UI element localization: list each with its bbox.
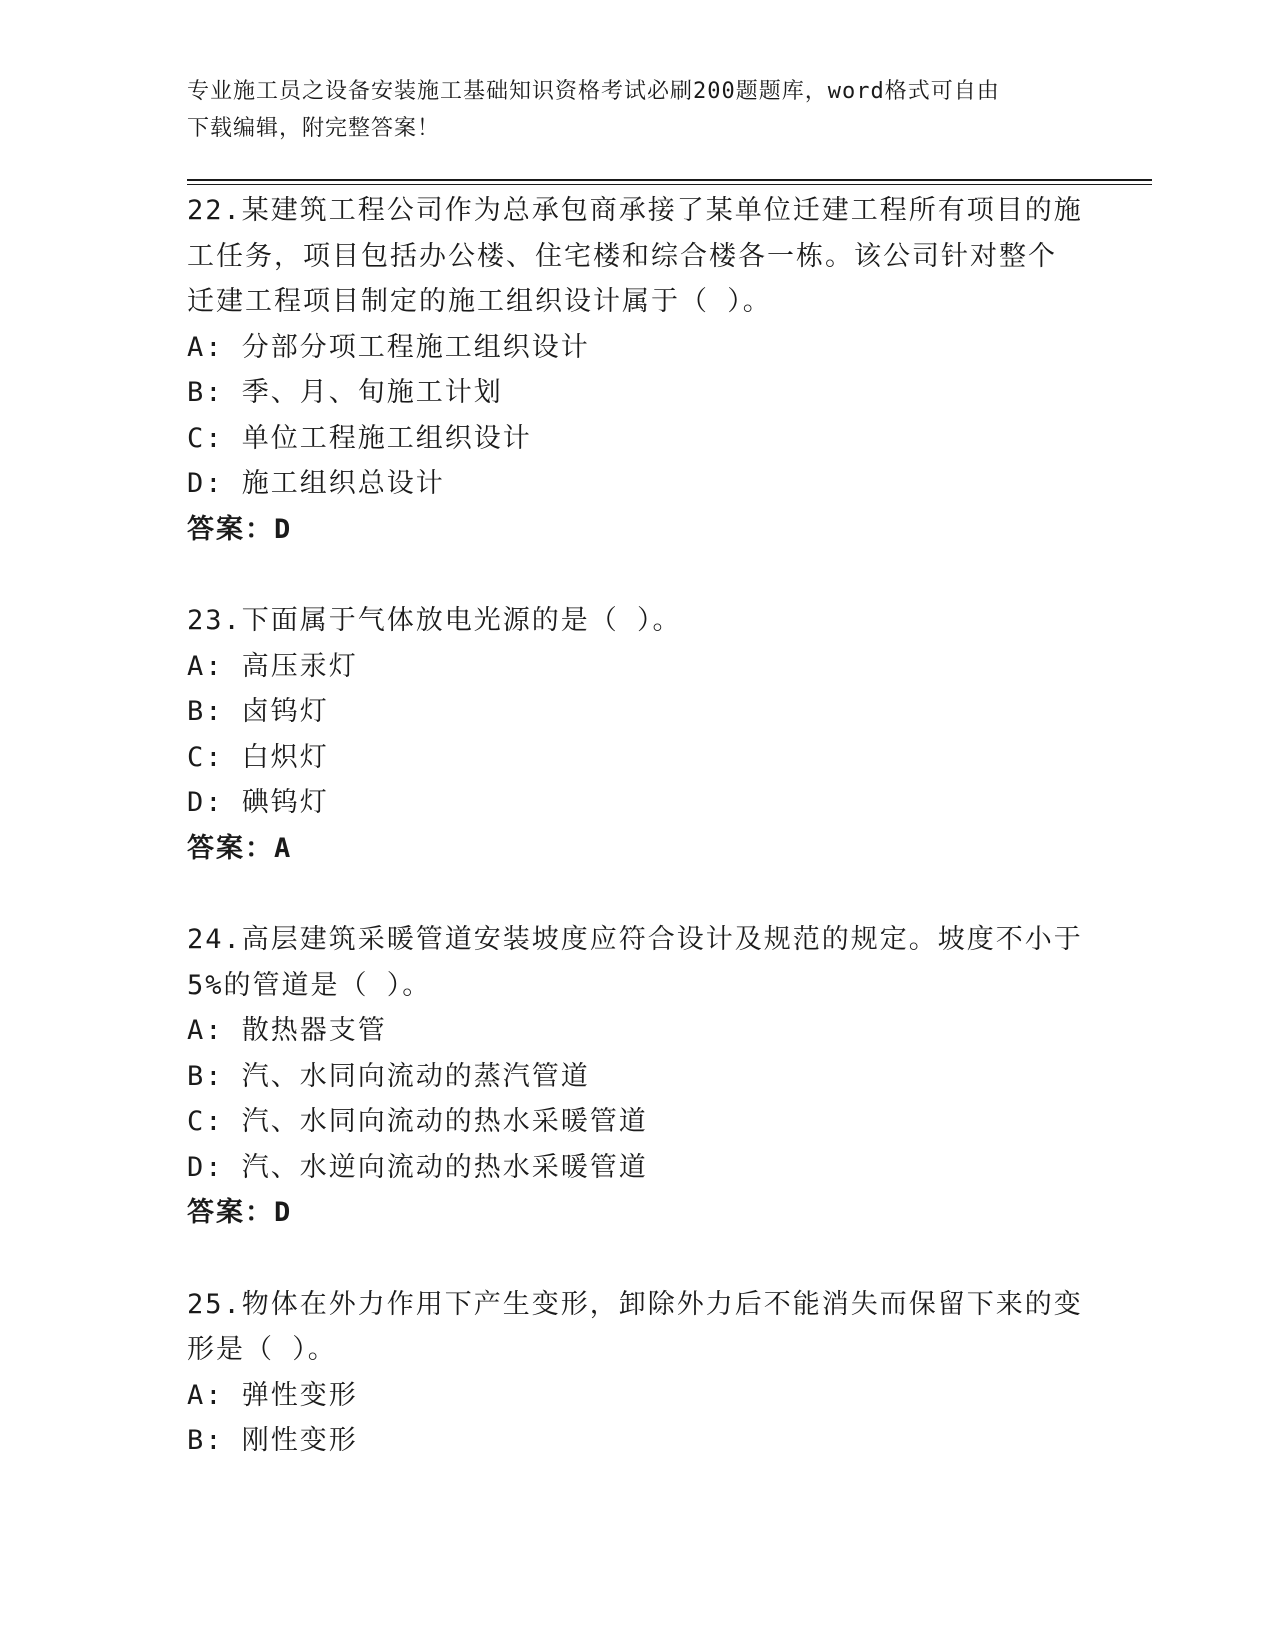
question-23 <box>187 598 1087 871</box>
option-c: C: 单位工程施工组织设计 <box>187 422 532 454</box>
question-stem-line: 23.下面属于气体放电光源的是（ ）。 <box>187 605 682 636</box>
question-stem-line: 5%的管道是（ ）。 <box>187 969 432 1001</box>
question-22 <box>187 188 1087 552</box>
question-list <box>187 188 1087 1464</box>
question-stem-line: 25.物体在外力作用下产生变形，卸除外力后不能消失而保留下来的变 <box>187 1288 1083 1320</box>
question-stem-line: 24.高层建筑采暖管道安装坡度应符合设计及规范的规定。坡度不小于 <box>187 924 1083 955</box>
option-d: D: 碘钨灯 <box>187 787 329 818</box>
question-spacer <box>187 552 1087 598</box>
option-c: C: 汽、水同向流动的热水采暖管道 <box>187 1106 648 1137</box>
option-a: A: 高压汞灯 <box>187 650 358 682</box>
answer: 答案：D <box>187 513 293 545</box>
option-b: B: 卤钨灯 <box>187 696 329 727</box>
header-line-2: 下载编辑，附完整答案！ <box>187 116 441 141</box>
document-header <box>187 73 1087 147</box>
option-d: D: 施工组织总设计 <box>187 468 445 499</box>
question-spacer <box>187 871 1087 917</box>
question-stem-line: 形是（ ）。 <box>187 1334 337 1365</box>
question-25 <box>187 1282 1087 1464</box>
header-line-1: 专业施工员之设备安装施工基础知识资格考试必刷200题题库，word格式可自由 <box>187 79 1000 104</box>
question-stem-line: 工任务，项目包括办公楼、住宅楼和综合楼各一栋。该公司针对整个 <box>187 240 1057 272</box>
option-a: A: 分部分项工程施工组织设计 <box>187 331 590 363</box>
question-stem-line: 迁建工程项目制定的施工组织设计属于（ ）。 <box>187 286 772 317</box>
answer: 答案：D <box>187 1197 293 1228</box>
header-rule-thin <box>187 184 1152 185</box>
option-d: D: 汽、水逆向流动的热水采暖管道 <box>187 1151 648 1183</box>
option-c: C: 白炽灯 <box>187 741 329 773</box>
option-b: B: 刚性变形 <box>187 1425 358 1456</box>
question-spacer <box>187 1236 1087 1282</box>
header-rule-thick <box>187 179 1152 181</box>
option-a: A: 弹性变形 <box>187 1379 358 1411</box>
question-stem-line: 22.某建筑工程公司作为总承包商承接了某单位迁建工程所有项目的施 <box>187 195 1083 226</box>
answer: 答案：A <box>187 832 293 864</box>
option-b: B: 汽、水同向流动的蒸汽管道 <box>187 1060 590 1092</box>
question-24 <box>187 917 1087 1236</box>
option-b: B: 季、月、旬施工计划 <box>187 377 503 408</box>
option-a: A: 散热器支管 <box>187 1015 387 1046</box>
